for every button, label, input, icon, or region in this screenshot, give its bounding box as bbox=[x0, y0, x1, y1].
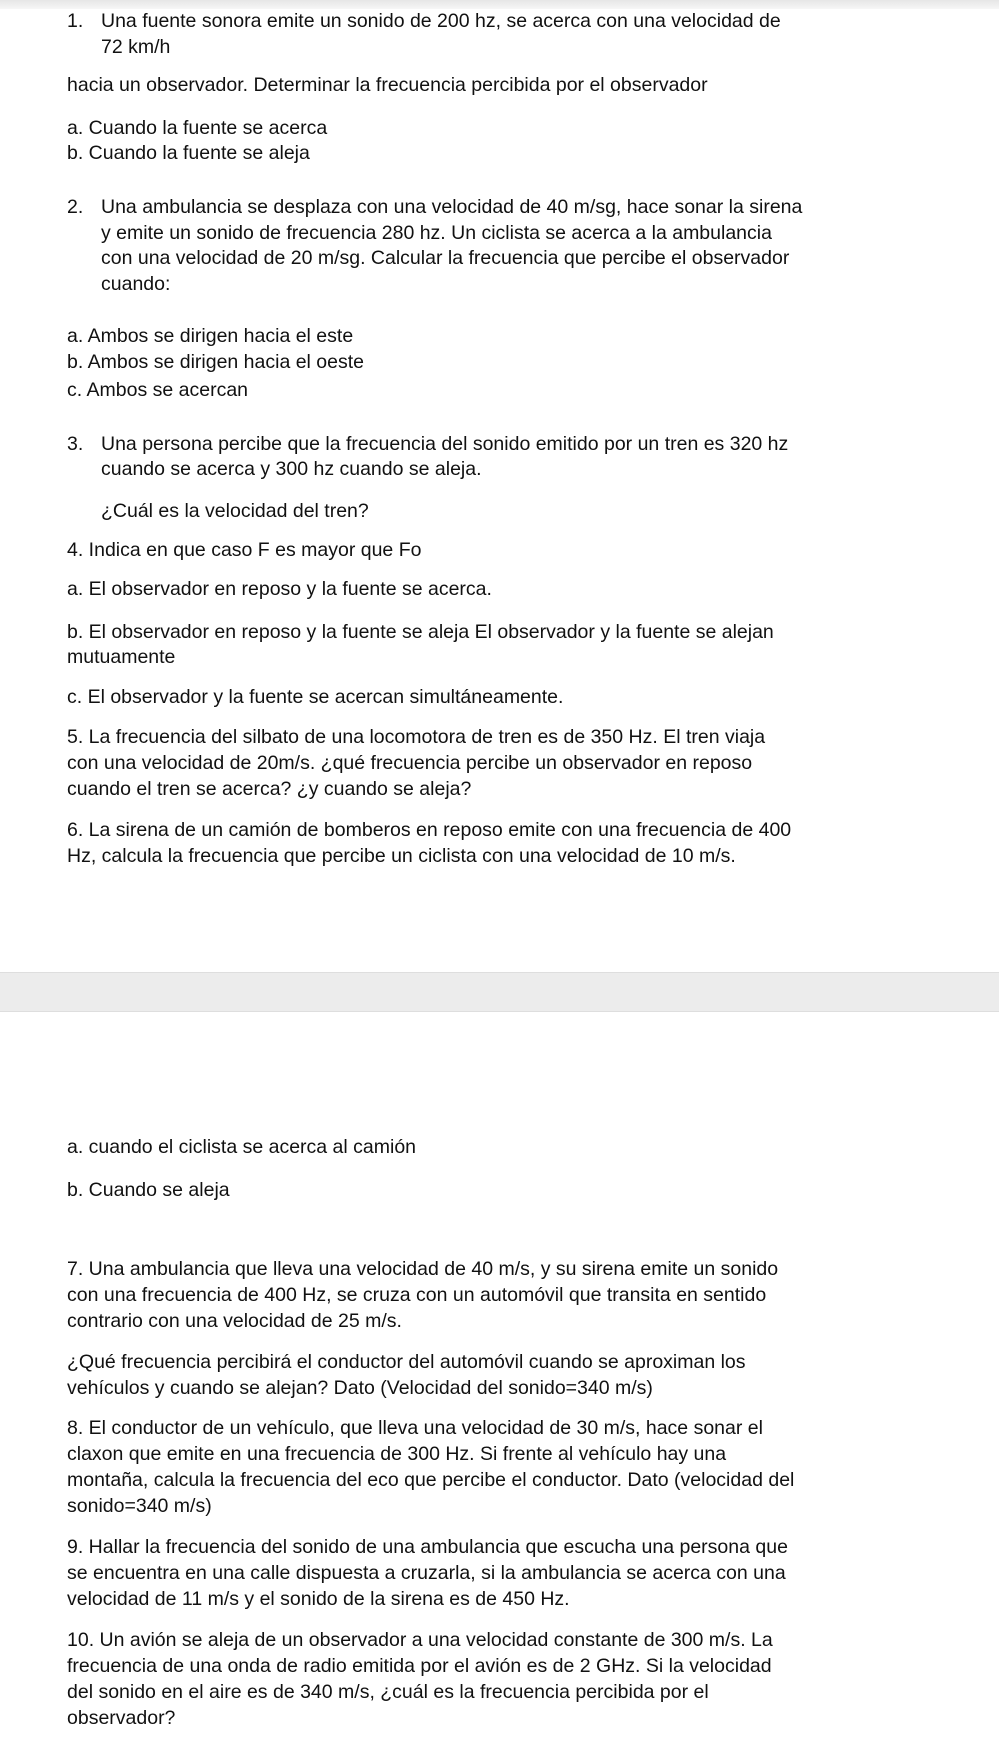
question-4-option-b-line-2: mutuamente bbox=[67, 646, 176, 668]
question-1-continuation: hacia un observador. Determinar la frecuencia percibida por el observador bbox=[67, 74, 708, 96]
question-6-line-1: 6. La sirena de un camión de bomberos en reposo emite con una frecuencia de 400 bbox=[67, 819, 792, 841]
question-1-option-a: a. Cuando la fuente se acerca bbox=[67, 117, 328, 139]
question-6-option-b: b. Cuando se aleja bbox=[67, 1179, 230, 1201]
question-5-line-3: cuando el tren se acerca? ¿y cuando se aleja? bbox=[67, 778, 472, 800]
question-2-line-1: Una ambulancia se desplaza con una velocidad de 40 m/sg, hace sonar la sirena bbox=[101, 196, 803, 218]
question-1-option-b: b. Cuando la fuente se aleja bbox=[67, 142, 310, 164]
question-10-line-2: frecuencia de una onda de radio emitida por el avión es de 2 GHz. Si la velocidad bbox=[67, 1655, 772, 1677]
question-2-option-b: b. Ambos se dirigen hacia el oeste bbox=[67, 351, 365, 373]
question-2-option-c: c. Ambos se acercan bbox=[67, 379, 249, 401]
question-9-line-3: velocidad de 11 m/s y el sonido de la sirena es de 450 Hz. bbox=[67, 1588, 570, 1610]
question-4-title: 4. Indica en que caso F es mayor que Fo bbox=[67, 539, 422, 561]
question-1-line-1: Una fuente sonora emite un sonido de 200 hz, se acerca con una velocidad de bbox=[101, 10, 781, 32]
question-9-line-2: se encuentra en una calle dispuesta a cruzarla, si la ambulancia se acerca con una bbox=[67, 1562, 786, 1584]
question-7-line-3: contrario con una velocidad de 25 m/s. bbox=[67, 1310, 402, 1332]
question-4-option-b-line-1: b. El observador en reposo y la fuente se aleja El observador y la fuente se alejan bbox=[67, 621, 774, 643]
question-7-line-1: 7. Una ambulancia que lleva una velocidad de 40 m/s, y su sirena emite un sonido bbox=[67, 1258, 779, 1280]
question-3-line-1: Una persona percibe que la frecuencia del sonido emitido por un tren es 320 hz bbox=[101, 433, 789, 455]
question-5-line-1: 5. La frecuencia del silbato de una locomotora de tren es de 350 Hz. El tren viaja bbox=[67, 726, 766, 748]
question-2-line-4: cuando: bbox=[101, 273, 171, 295]
question-4-option-a: a. El observador en reposo y la fuente se acerca. bbox=[67, 578, 492, 600]
question-6-line-2: Hz, calcula la frecuencia que percibe un ciclista con una velocidad de 10 m/s. bbox=[67, 845, 736, 867]
question-6-option-a: a. cuando el ciclista se acerca al camión bbox=[67, 1136, 417, 1158]
question-3-question: ¿Cuál es la velocidad del tren? bbox=[101, 500, 369, 522]
question-7-line-2: con una frecuencia de 400 Hz, se cruza con un automóvil que transita en sentido bbox=[67, 1284, 767, 1306]
page-separator bbox=[0, 972, 999, 1012]
question-8-line-1: 8. El conductor de un vehículo, que lleva una velocidad de 30 m/s, hace sonar el bbox=[67, 1417, 763, 1439]
question-9-line-1: 9. Hallar la frecuencia del sonido de una ambulancia que escucha una persona que bbox=[67, 1536, 788, 1558]
question-8-line-2: claxon que emite en una frecuencia de 300 Hz. Si frente al vehículo hay una bbox=[67, 1443, 727, 1465]
question-2-number: 2. bbox=[67, 196, 84, 218]
question-2-line-2: y emite un sonido de frecuencia 280 hz. Un ciclista se acerca a la ambulancia bbox=[101, 222, 772, 244]
question-1-line-2: 72 km/h bbox=[101, 36, 171, 58]
question-7-line-4: ¿Qué frecuencia percibirá el conductor del automóvil cuando se aproximan los bbox=[67, 1351, 746, 1373]
question-10-line-4: observador? bbox=[67, 1707, 176, 1729]
question-8-line-3: montaña, calcula la frecuencia del eco que percibe el conductor. Dato (velocidad del bbox=[67, 1469, 795, 1491]
question-8-line-4: sonido=340 m/s) bbox=[67, 1495, 212, 1517]
question-10-line-3: del sonido en el aire es de 340 m/s, ¿cuál es la frecuencia percibida por el bbox=[67, 1681, 709, 1703]
question-10-line-1: 10. Un avión se aleja de un observador a una velocidad constante de 300 m/s. La bbox=[67, 1629, 773, 1651]
question-1-number: 1. bbox=[67, 10, 84, 32]
question-4-option-c: c. El observador y la fuente se acercan simultáneamente. bbox=[67, 686, 564, 708]
question-3-line-2: cuando se acerca y 300 hz cuando se aleja. bbox=[101, 458, 482, 480]
question-5-line-2: con una velocidad de 20m/s. ¿qué frecuencia percibe un observador en reposo bbox=[67, 752, 753, 774]
question-3-number: 3. bbox=[67, 433, 84, 455]
question-2-option-a: a. Ambos se dirigen hacia el este bbox=[67, 325, 354, 347]
question-2-line-3: con una velocidad de 20 m/sg. Calcular la frecuencia que percibe el observador bbox=[101, 247, 790, 269]
question-7-line-5: vehículos y cuando se alejan? Dato (Velocidad del sonido=340 m/s) bbox=[67, 1377, 653, 1399]
